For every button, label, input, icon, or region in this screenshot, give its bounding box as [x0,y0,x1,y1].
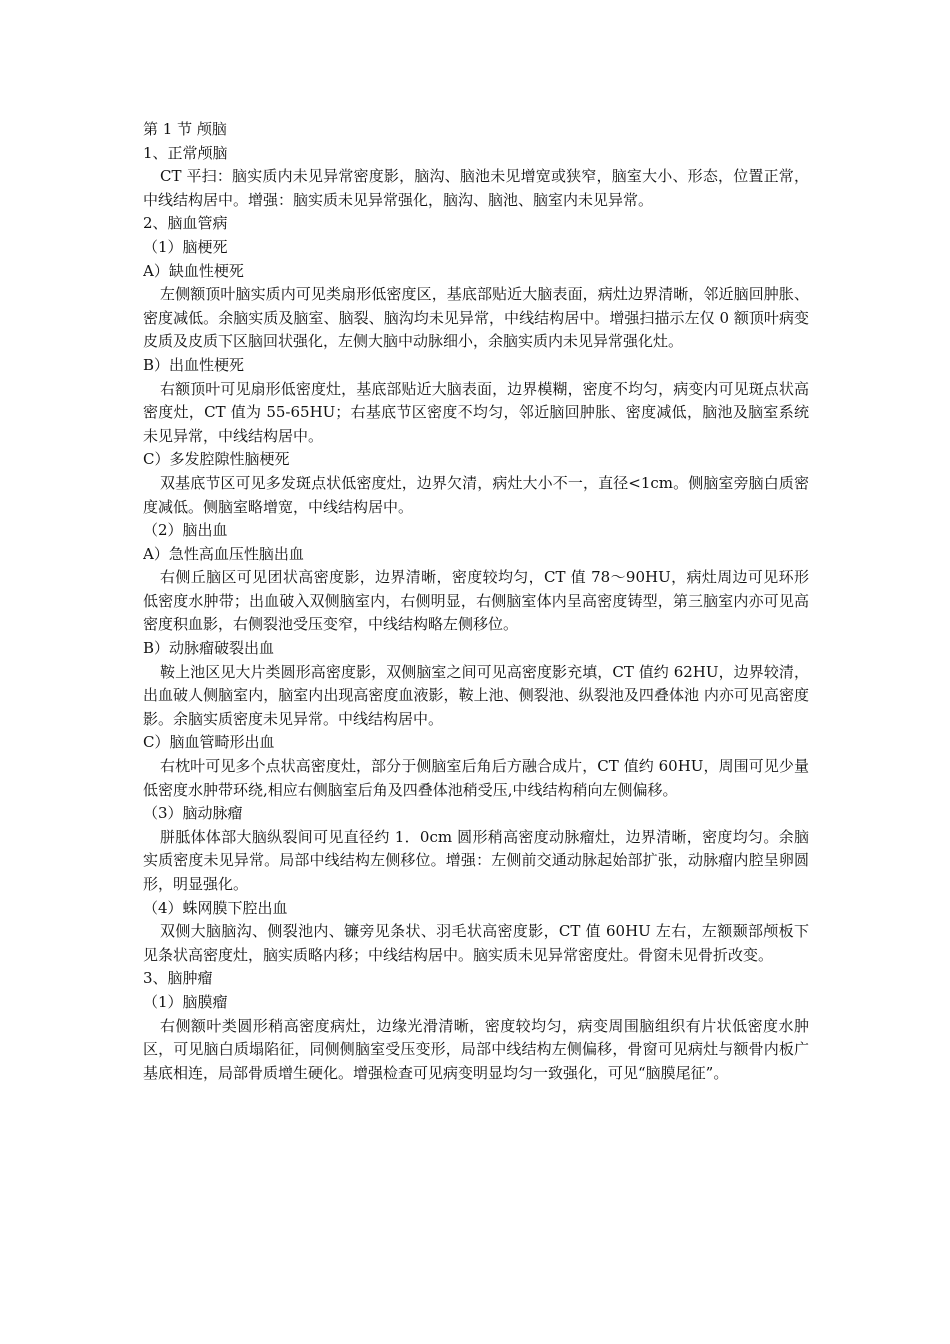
subsection-2-2a-title: A）急性高血压性脑出血 [143,544,304,563]
subsection-2-1c-body: 双基底节区可见多发斑点状低密度灶，边界欠清，病灶大小不一，直径<1cm。侧脑室旁脑白质密度减低。侧脑室略增宽，中线结构居中。 [143,473,809,516]
subsection-2-1-title: （1）脑梗死 [143,237,228,256]
section-1-body: CT 平扫：脑实质内未见异常密度影，脑沟、脑池未见增宽或狭窄，脑室大小、形态，位置正常，中线结构居中。增强：脑实质未见异常强化，脑沟、脑池、脑室内未见异常。 [143,167,809,209]
subsection-2-1c-title: C）多发腔隙性脑梗死 [143,450,290,469]
section-3-title: 3、脑肿瘤 [143,969,213,988]
subsection-2-1b-title: B）出血性梗死 [143,355,245,374]
subsection-2-4-body: 双侧大脑脑沟、侧裂池内、镰旁见条状、羽毛状高密度影，CT 值 60HU 左右，左额颞部颅板下见条状高密度灶，脑实质略内移；中线结构居中。脑实质未见异常密度灶。骨窗未见骨折改变。 [143,922,809,964]
section-1-title: 1、正常颅脑 [143,143,228,162]
subsection-2-2c-body: 右枕叶可见多个点状高密度灶，部分于侧脑室后角后方融合成片，CT 值约 60HU，周围可见少量低密度水肿带环绕,相应右侧脑室后角及四叠体池稍受压,中线结构稍向左侧偏移。 [143,757,809,799]
document-page [143,118,809,1085]
section-heading: 第 1 节 颅脑 [143,120,227,138]
subsection-2-2c-title: C）脑血管畸形出血 [143,733,275,752]
subsection-2-2b-title: B）动脉瘤破裂出血 [143,639,275,658]
subsection-2-1a-body: 左侧额顶叶脑实质内可见类扇形低密度区，基底部贴近大脑表面，病灶边界清晰，邻近脑回肿胀、密度减低。余脑实质及脑室、脑裂、脑沟均未见异常，中线结构居中。增强扫描示左仅 0 额顶叶病变皮质及皮质下区脑回状强化，左侧大脑中动脉细小，余脑实质内未见异常强化灶。 [143,285,809,351]
subsection-2-2b-body: 鞍上池区见大片类圆形高密度影，双侧脑室之间可见高密度影充填，CT 值约 62HU，边界较清，出血破人侧脑室内，脑室内出现高密度血液影，鞍上池、侧裂池、纵裂池及四叠体池 内亦可见高密度影。余脑实质密度未见异常。中线结构居中。 [143,662,809,728]
subsection-2-3-body: 胼胝体体部大脑纵裂间可见直径约 1．0cm 圆形稍高密度动脉瘤灶，边界清晰，密度均匀。余脑实质密度未见异常。局部中线结构左侧移位。增强：左侧前交通动脉起始部扩张，动脉瘤内腔呈卵圆形，明显强化。 [143,827,809,893]
subsection-2-3-title: （3）脑动脉瘤 [143,804,243,823]
subsection-2-1a-title: A）缺血性梗死 [143,261,244,280]
subsection-2-1b-body: 右额顶叶可见扇形低密度灶，基底部贴近大脑表面，边界模糊，密度不均匀，病变内可见斑点状高密度灶，CT 值为 55-65HU；右基底节区密度不均匀，邻近脑回肿胀、密度减低，脑池及脑室系统未见异常，中线结构居中。 [143,379,809,445]
subsection-2-2-title: （2）脑出血 [143,521,228,540]
subsection-2-2a-body: 右侧丘脑区可见团状高密度影，边界清晰，密度较均匀，CT 值 78～90HU，病灶周边可见环形低密度水肿带；出血破入双侧脑室内，右侧明显，右侧脑室体内呈高密度铸型，第三脑室内亦可见高密度积血影，右侧裂池受压变窄，中线结构略左侧移位。 [143,568,809,634]
subsection-2-4-title: （4）蛛网膜下腔出血 [143,898,288,917]
subsection-3-1-title: （1）脑膜瘤 [143,992,228,1011]
subsection-3-1-body: 右侧额叶类圆形稍高密度病灶，边缘光滑清晰，密度较均匀，病变周围脑组织有片状低密度水肿区，可见脑白质塌陷征，同侧侧脑室受压变形，局部中线结构左侧偏移，骨窗可见病灶与额骨内板广基底相连，局部骨质增生硬化。增强检查可见病变明显均匀一致强化，可见“脑膜尾征”。 [143,1016,809,1082]
section-2-title: 2、脑血管病 [143,214,228,233]
